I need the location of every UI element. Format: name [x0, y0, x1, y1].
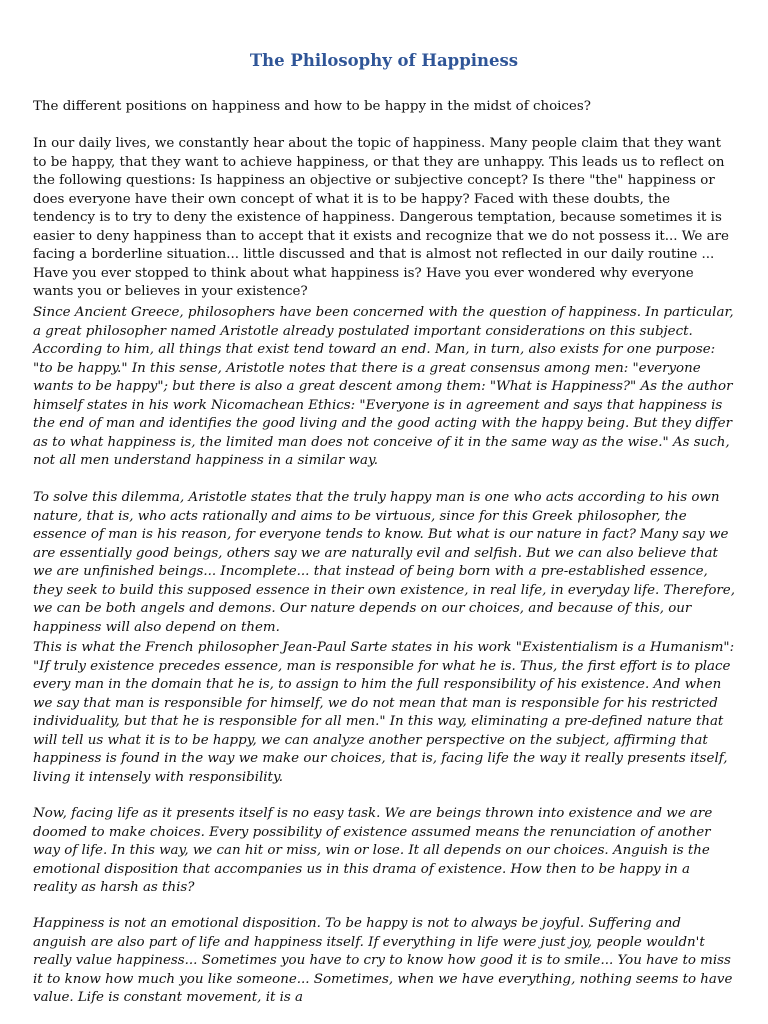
page-title: The Philosophy of Happiness [249, 51, 519, 70]
paragraph-aristotle: Since Ancient Greece, philosophers have been concerned with the question of happiness. In particular, a great philosopher named Aristotle already postulated important considerations on this subject. According to him, all things that exist tend toward an end. Man, in turn, also exists for one purpose: "to be happy." In this sense, Aristotle notes that there is a great consensus among men: "everyone wants to be happy"; but there is also a great descent among them: "What is Happiness?" As the author himself states in his work Nicomachean Ethics: "Everyone is in agreement and says that happiness is the end of man and identifies the good living and the good acting with the happy being. But they differ as to what happiness is, the limited man does not conceive of it in the same way as the wise." As such, not all men understand happiness in a similar way. [33, 305, 734, 468]
paragraph-intro: In our daily lives, we constantly hear about the topic of happiness. Many people claim that they want to be happy, that they want to achieve happiness, or that they are unhappy. This leads us to reflect on the following questions: Is happiness an objective or subjective concept? Is there "the" happiness or does everyone have their own concept of what it is to be happy? Faced with these doubts, the tendency is to try to deny the existence of happiness. Dangerous temptation, because sometimes it is easier to deny happiness than to accept that it exists and recognize that we do not possess it... We are facing a borderline situation... little discussed and that is almost not reflected in our daily routine ... Have you ever stopped to think about what happiness is? Have you ever wondered why everyone wants you or believes in your existence? [33, 136, 729, 299]
paragraph-facing-life: Now, facing life as it presents itself is no easy task. We are beings thrown into existence and we are doomed to make choices. Every possibility of existence assumed means the renunciation of another way of life. In this way, we can hit or miss, win or lose. It all depends on our choices. Anguish is the emotional disposition that accompanies us in this drama of existence. How then to be happy in a reality as harsh as this? [33, 806, 713, 895]
paragraph-sartre: This is what the French philosopher Jean-Paul Sarte states in his work "Existentialism is a Humanism": "If truly existence precedes essence, man is responsible for what he is. Thus, the first effort is to place every man in the domain that he is, to assign to him the full responsibility of his existence. And when we say that man is responsible for himself, we do not mean that man is responsible for his restricted individuality, but that he is responsible for all men." In this way, eliminating a pre-defined nature that will tell us what it is to be happy, we can analyze another perspective on the subject, affirming that happiness is found in the way we make our choices, that is, facing life the way it really presents itself, living it intensely with responsibility. [33, 640, 735, 785]
paragraph-dilemma: To solve this dilemma, Aristotle states that the truly happy man is one who acts according to his own nature, that is, who acts rationally and aims to be virtuous, since for this Greek philosopher, the essence of man is his reason, for everyone tends to know. But what is our nature in fact? Many say we are essentially good beings, others say we are naturally evil and selfish. But we can also believe that we are unfinished beings... Incomplete... that instead of being born with a pre-established essence, they seek to build this supposed essence in their own existence, in real life, in everyday life. Therefore, we can be both angels and demons. Our nature depends on our choices, and because of this, our happiness will also depend on them. [33, 490, 735, 635]
paragraph-happiness: Happiness is not an emotional disposition. To be happy is not to always be joyful. Suffering and anguish are also part of life and happiness itself. If everything in life were just joy, people wouldn't really value happiness... Sometimes you have to cry to know how good it is to smile... You have to miss it to know how much you like someone... Sometimes, when we have everything, nothing seems to have value. Life is constant movement, it is a [33, 916, 733, 1005]
subtitle-question: The different positions on happiness and how to be happy in the midst of choices? [33, 99, 591, 114]
